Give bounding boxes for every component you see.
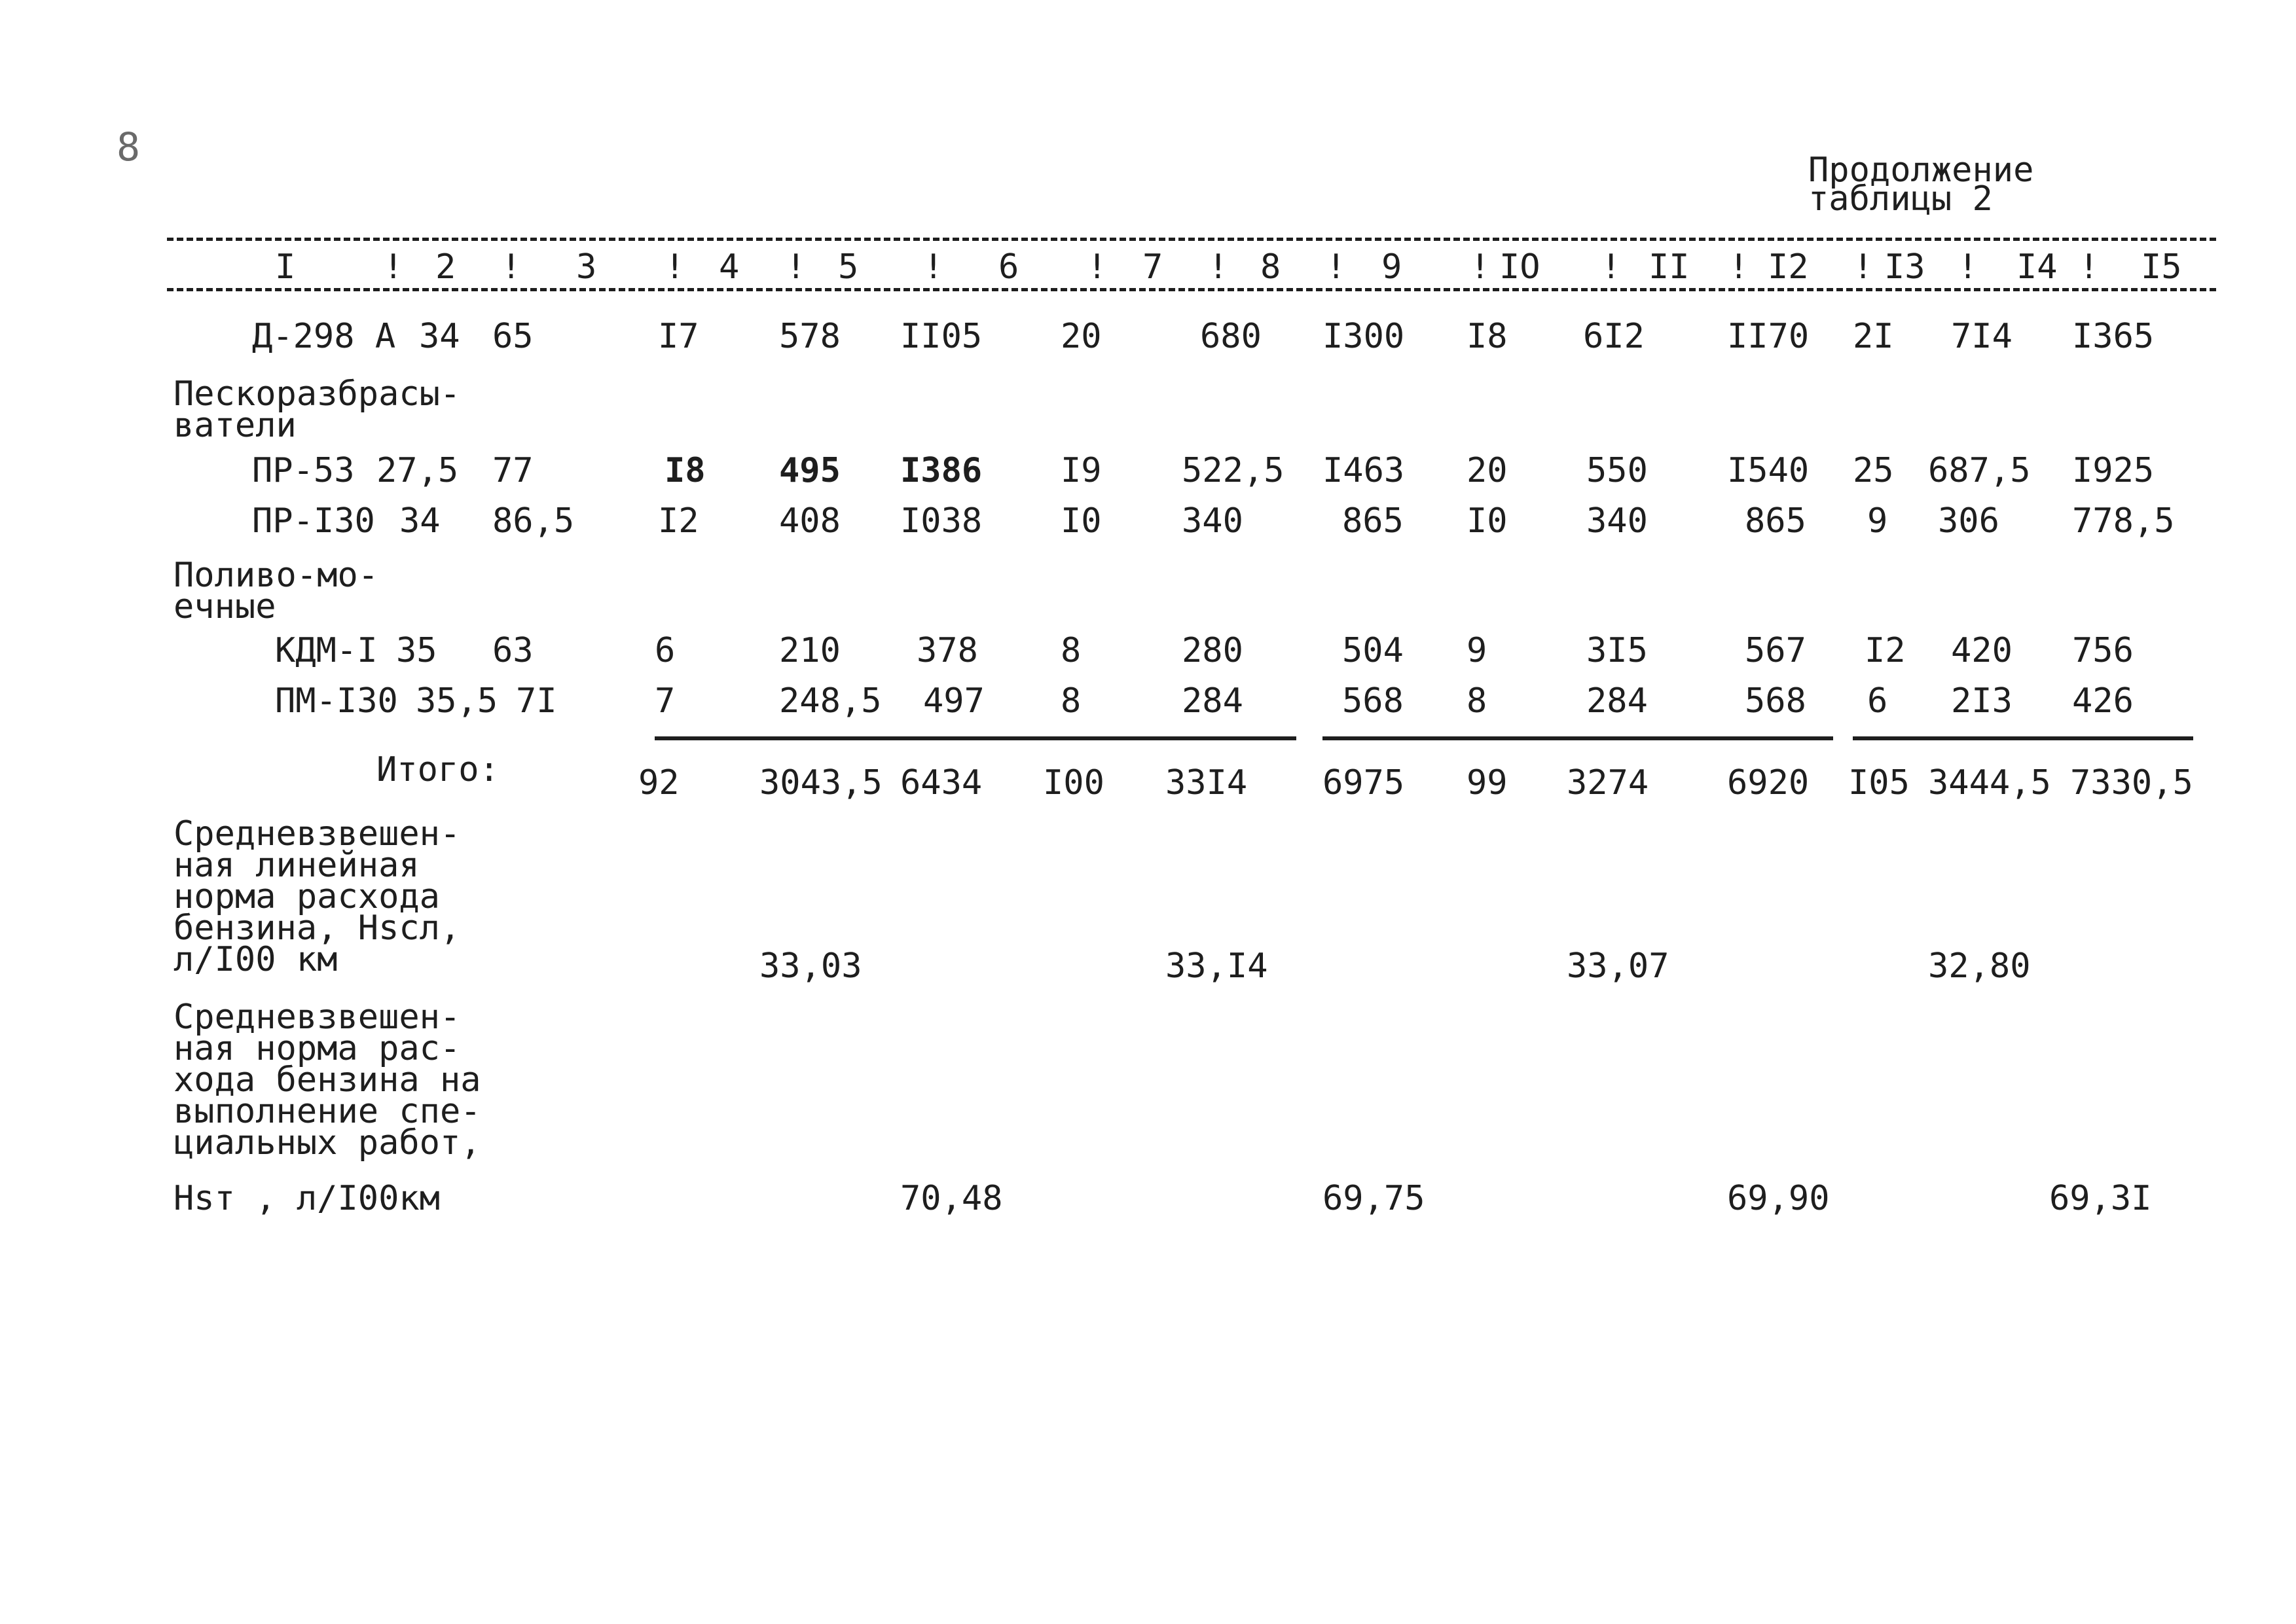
- col-header-14: I4: [2016, 247, 2058, 287]
- cell: 6975: [1322, 763, 1405, 803]
- avg-linear-value-4: 32,80: [1928, 947, 2031, 986]
- avg-special-unit-label: Нsт , л/I00км: [173, 1179, 440, 1218]
- cell: I925: [2072, 451, 2155, 490]
- cell: 497: [923, 681, 985, 721]
- cell: 3I5: [1586, 631, 1648, 670]
- col-header-8: 8: [1260, 247, 1281, 287]
- cell: I9: [1061, 451, 1102, 490]
- cell: 284: [1586, 681, 1648, 721]
- cell: 7I4: [1951, 317, 2013, 356]
- label-line: ная норма рас-: [173, 1029, 461, 1068]
- cell: 2I3: [1951, 681, 2013, 721]
- cell-model: КДМ-I: [275, 631, 378, 670]
- cell: 34: [399, 501, 441, 541]
- cell: 522,5: [1182, 451, 1285, 490]
- avg-special-norm-label: [173, 998, 481, 1163]
- col-header-7: 7: [1142, 247, 1163, 287]
- cell: 284: [1182, 681, 1243, 721]
- cell: 426: [2072, 681, 2134, 721]
- header-rule-top: [167, 238, 2216, 241]
- col-header-15: I5: [2141, 247, 2182, 287]
- col-header-1: I: [275, 247, 296, 287]
- col-header-10: IO: [1499, 247, 1540, 287]
- cell: 3444,5: [1928, 763, 2051, 803]
- col-header-9: 9: [1381, 247, 1402, 287]
- cell: 7330,5: [2070, 763, 2193, 803]
- cell: 6920: [1727, 763, 1810, 803]
- cell: 9: [1467, 631, 1487, 670]
- cell: 865: [1745, 501, 1806, 541]
- group-label-line: Поливо-мо-: [173, 556, 379, 595]
- label-line: Средневзвешен-: [173, 998, 461, 1037]
- label-line: бензина, Нsсл,: [173, 909, 461, 948]
- cell: I0: [1467, 501, 1508, 541]
- label-line: ная линейная: [173, 846, 420, 885]
- col-sep: !: [501, 247, 522, 287]
- cell: 63: [492, 631, 534, 670]
- cell: 25: [1853, 451, 1894, 490]
- cell: 35: [396, 631, 437, 670]
- page-number: 8: [117, 124, 141, 170]
- continuation-caption: [1808, 151, 2034, 219]
- cell: 568: [1342, 681, 1404, 721]
- cell: 578: [779, 317, 841, 356]
- continuation-line-1: Продолжение: [1808, 151, 2034, 190]
- col-header-4: 4: [719, 247, 740, 287]
- group-label-line: Пескоразбрасы-: [173, 374, 461, 414]
- cell: 34: [419, 317, 460, 356]
- col-sep: !: [1326, 247, 1347, 287]
- cell: 20: [1467, 451, 1508, 490]
- cell: 550: [1586, 451, 1648, 490]
- col-header-2: 2: [435, 247, 456, 287]
- cell: 33I4: [1165, 763, 1248, 803]
- avg-linear-value-3: 33,07: [1567, 947, 1669, 986]
- cell: 420: [1951, 631, 2013, 670]
- cell: 7: [655, 681, 676, 721]
- continuation-line-2: таблицы 2: [1808, 179, 1993, 219]
- col-sep: !: [923, 247, 944, 287]
- cell: 280: [1182, 631, 1243, 670]
- cell: 6434: [900, 763, 983, 803]
- avg-linear-norm-label: [173, 814, 461, 979]
- avg-special-value-2: 69,75: [1322, 1179, 1425, 1218]
- cell: 568: [1745, 681, 1806, 721]
- cell: I463: [1322, 451, 1405, 490]
- cell: 6: [1867, 681, 1888, 721]
- col-header-5: 5: [838, 247, 859, 287]
- col-header-11: II: [1649, 247, 1690, 287]
- avg-linear-value-1: 33,03: [759, 947, 862, 986]
- total-rule-3: [1322, 736, 1833, 740]
- cell: 340: [1182, 501, 1243, 541]
- cell-model: ПР-53: [252, 451, 355, 490]
- cell: 8: [1061, 631, 1082, 670]
- cell: II05: [900, 317, 983, 356]
- col-sep: !: [1958, 247, 1978, 287]
- cell: I540: [1727, 451, 1810, 490]
- cell: 86,5: [492, 501, 575, 541]
- cell: 378: [917, 631, 978, 670]
- group-label-watering: [173, 556, 379, 626]
- col-sep: !: [1728, 247, 1749, 287]
- col-header-6: 6: [998, 247, 1019, 287]
- group-label-line: ечные: [173, 587, 276, 626]
- cell: 65: [492, 317, 534, 356]
- cell: I300: [1322, 317, 1405, 356]
- cell-model: Д-298 А: [252, 317, 396, 356]
- cell: 495: [779, 451, 841, 490]
- cell: 9: [1867, 501, 1888, 541]
- cell: 8: [1061, 681, 1082, 721]
- cell: 687,5: [1928, 451, 2031, 490]
- avg-special-value-3: 69,90: [1727, 1179, 1830, 1218]
- cell: 306: [1938, 501, 1999, 541]
- cell-model: ПМ-I30: [275, 681, 398, 721]
- cell: 3274: [1567, 763, 1649, 803]
- col-header-13: I3: [1884, 247, 1925, 287]
- col-sep: !: [383, 247, 404, 287]
- cell: I8: [665, 451, 706, 490]
- cell: 6: [655, 631, 676, 670]
- col-sep: !: [1853, 247, 1874, 287]
- col-sep: !: [665, 247, 685, 287]
- cell: 6I2: [1583, 317, 1645, 356]
- cell: 756: [2072, 631, 2134, 670]
- total-rule-2: [1165, 736, 1296, 740]
- cell: 20: [1061, 317, 1102, 356]
- cell: 248,5: [779, 681, 882, 721]
- col-sep: !: [1601, 247, 1622, 287]
- header-rule-bottom: [167, 288, 2216, 291]
- label-line: хода бензина на: [173, 1060, 481, 1100]
- cell: 35,5: [416, 681, 498, 721]
- cell: I038: [900, 501, 983, 541]
- cell: 77: [492, 451, 534, 490]
- cell: I7: [658, 317, 699, 356]
- group-label-sand-spreaders: [173, 374, 461, 445]
- cell: I05: [1848, 763, 1910, 803]
- cell: 340: [1586, 501, 1648, 541]
- cell: I2: [1865, 631, 1906, 670]
- cell: 99: [1467, 763, 1508, 803]
- total-rule-1: [655, 736, 1165, 740]
- label-line: л/I00 км: [173, 940, 338, 979]
- cell: 92: [638, 763, 680, 803]
- avg-linear-value-2: 33,I4: [1165, 947, 1268, 986]
- cell: I365: [2072, 317, 2155, 356]
- total-rule-4: [1853, 736, 2193, 740]
- cell: I2: [658, 501, 699, 541]
- cell: 8: [1467, 681, 1487, 721]
- cell: 3043,5: [759, 763, 883, 803]
- cell: I8: [1467, 317, 1508, 356]
- cell: 865: [1342, 501, 1404, 541]
- label-line: выполнение спе-: [173, 1092, 481, 1131]
- cell: 7I: [516, 681, 557, 721]
- total-label: Итого:: [376, 750, 500, 789]
- group-label-line: ватели: [173, 406, 297, 445]
- label-line: норма расхода: [173, 877, 440, 916]
- cell: 680: [1200, 317, 1262, 356]
- cell: 504: [1342, 631, 1404, 670]
- col-sep: !: [1087, 247, 1108, 287]
- col-sep: !: [786, 247, 807, 287]
- cell: 408: [779, 501, 841, 541]
- col-sep: !: [2079, 247, 2100, 287]
- cell: 210: [779, 631, 841, 670]
- col-header-3: 3: [576, 247, 597, 287]
- cell: II70: [1727, 317, 1810, 356]
- cell: 778,5: [2072, 501, 2175, 541]
- cell-model: ПР-I30: [252, 501, 375, 541]
- cell: I386: [900, 451, 983, 490]
- col-sep: !: [1470, 247, 1491, 287]
- avg-special-value-4: 69,3I: [2049, 1179, 2152, 1218]
- col-sep: !: [1208, 247, 1229, 287]
- label-line: Средневзвешен-: [173, 814, 461, 854]
- col-header-12: I2: [1768, 247, 1809, 287]
- cell: 27,5: [376, 451, 459, 490]
- cell: I0: [1061, 501, 1102, 541]
- label-line: циальных работ,: [173, 1123, 481, 1163]
- cell: 567: [1745, 631, 1806, 670]
- avg-special-value-1: 70,48: [900, 1179, 1003, 1218]
- cell: 2I: [1853, 317, 1894, 356]
- cell: I00: [1043, 763, 1104, 803]
